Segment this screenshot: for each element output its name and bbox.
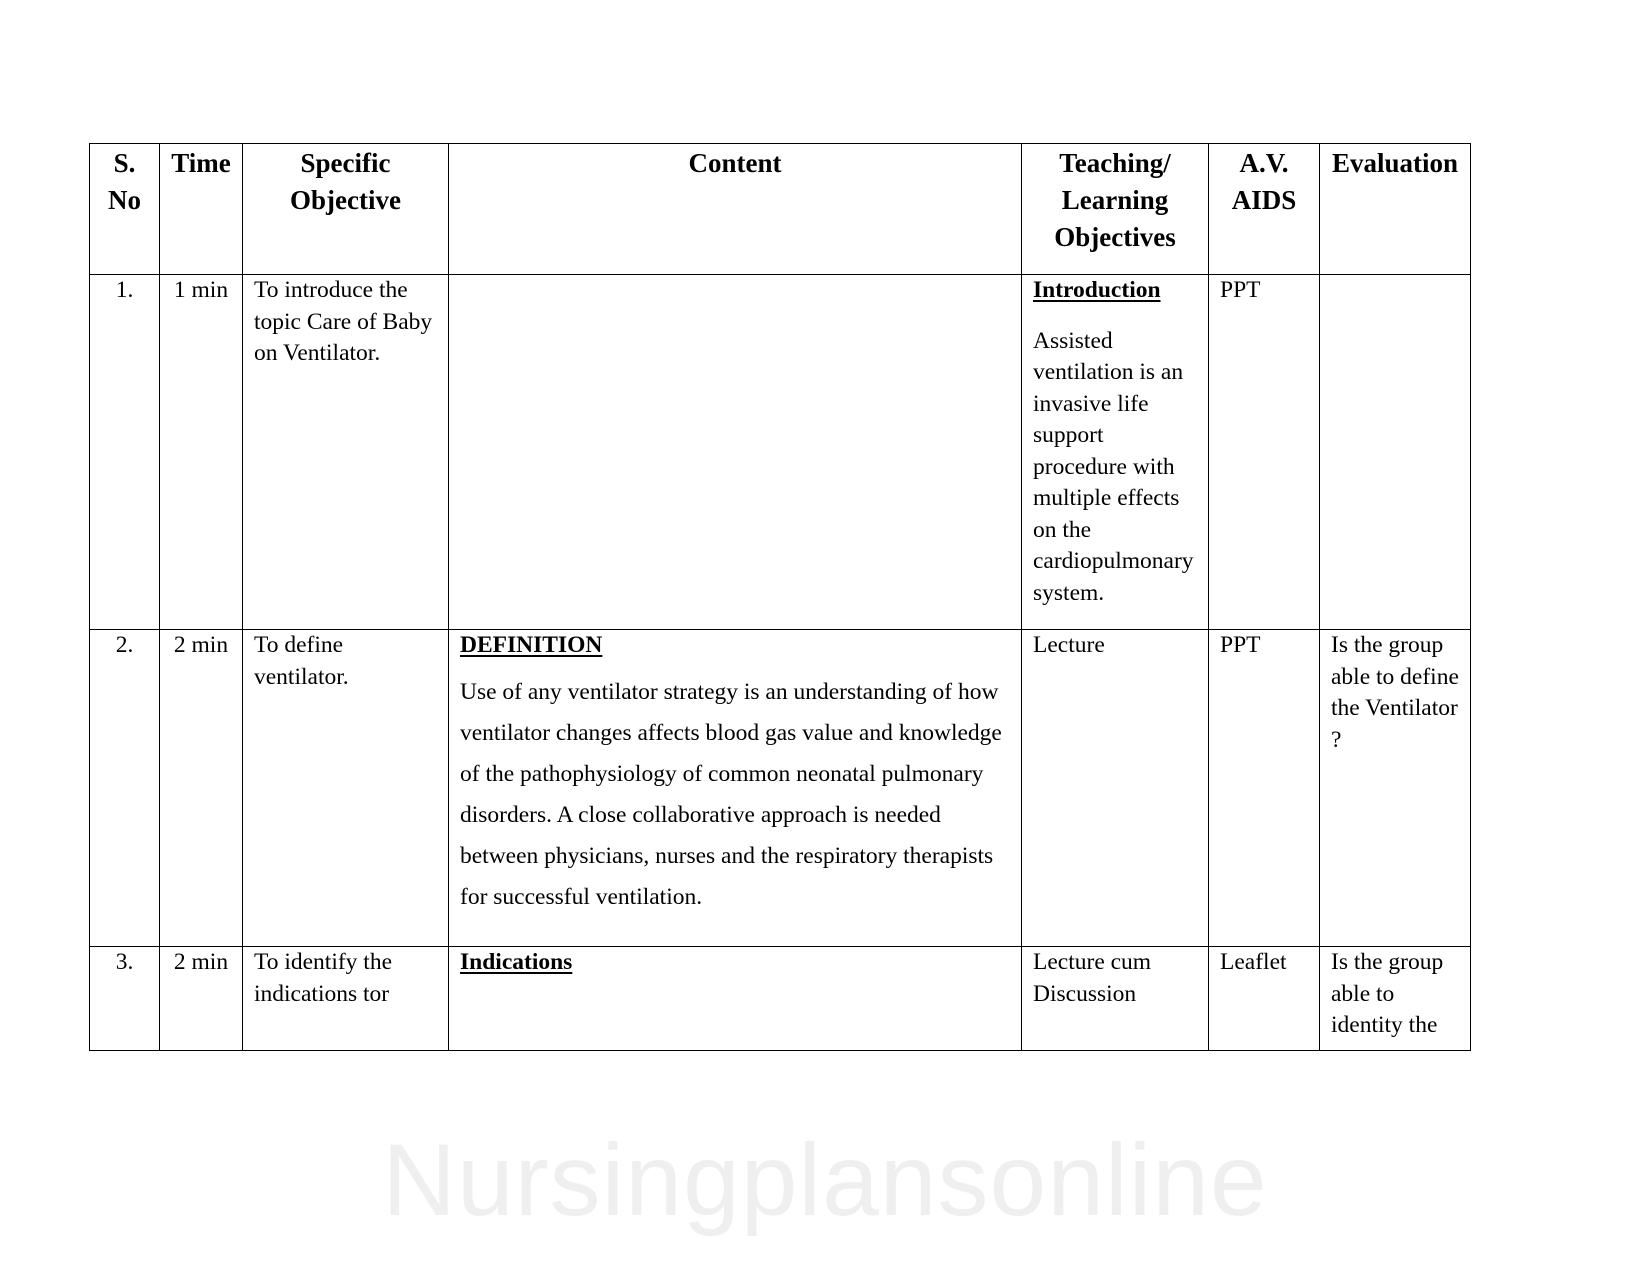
cell-sno: 3. — [90, 947, 160, 1051]
header-content: Content — [449, 144, 1022, 275]
teaching-body: Assisted ventilation is an invasive life support procedure with multiple effects on the cardiopulmonary system. — [1033, 327, 1194, 606]
header-teaching-learning — [1022, 144, 1209, 275]
cell-evaluation: Is the group able to define the Ventilator ? — [1320, 630, 1471, 947]
header-teaching-line3: Objectives — [1054, 222, 1176, 252]
header-av-aids-line2: AIDS — [1231, 185, 1297, 215]
cell-specific-objective: To introduce the topic Care of Baby on Ventilator. — [243, 275, 449, 630]
header-evaluation: Evaluation — [1320, 144, 1471, 275]
cell-av-aids: PPT — [1209, 275, 1320, 630]
table-row — [90, 947, 1471, 1051]
cell-content — [449, 630, 1022, 947]
cell-av-aids: PPT — [1209, 630, 1320, 947]
cell-evaluation: Is the group able to identity the — [1320, 947, 1471, 1051]
lesson-plan-table — [89, 143, 1471, 1051]
cell-time: 2 min — [160, 630, 243, 947]
table-header-row — [90, 144, 1471, 275]
table-row — [90, 630, 1471, 947]
cell-content — [449, 947, 1022, 1051]
header-av-aids-line1: A.V. — [1239, 148, 1289, 178]
cell-specific-objective: To define ventilator. — [243, 630, 449, 947]
header-av-aids — [1209, 144, 1320, 275]
header-specific-objective-line2: Objective — [290, 185, 401, 215]
content-heading: DEFINITION — [460, 632, 603, 658]
cell-teaching-learning: Lecture — [1022, 630, 1209, 947]
content-heading: Indications — [460, 949, 573, 975]
header-time: Time — [160, 144, 243, 275]
cell-specific-objective: To identify the indications tor — [243, 947, 449, 1051]
cell-sno: 2. — [90, 630, 160, 947]
cell-time: 2 min — [160, 947, 243, 1051]
cell-av-aids: Leaflet — [1209, 947, 1320, 1051]
watermark: Nursingplansonline — [382, 1123, 1268, 1237]
header-specific-objective-line1: Specific — [300, 148, 391, 178]
content-body: Use of any ventilator strategy is an understanding of how ventilator changes affects blood gas value and knowledge of the pathophysiology of common neonatal pulmonary disorders. A close collaborative approach is needed between physicians, nurses and the respiratory therapists for successful ventilation. — [460, 678, 1002, 910]
header-teaching-line1: Teaching/ — [1059, 148, 1171, 178]
header-teaching-line2: Learning — [1061, 185, 1169, 215]
header-sno-line1: S. — [113, 148, 136, 178]
header-sno-line2: No — [108, 185, 141, 215]
table-row — [90, 275, 1471, 630]
cell-evaluation — [1320, 275, 1471, 630]
cell-sno: 1. — [90, 275, 160, 630]
cell-time: 1 min — [160, 275, 243, 630]
teaching-heading: Introduction — [1033, 277, 1161, 303]
cell-teaching-learning: Lecture cum Discussion — [1022, 947, 1209, 1051]
header-sno — [90, 144, 160, 275]
header-specific-objective — [243, 144, 449, 275]
cell-content — [449, 275, 1022, 630]
cell-teaching-learning — [1022, 275, 1209, 630]
